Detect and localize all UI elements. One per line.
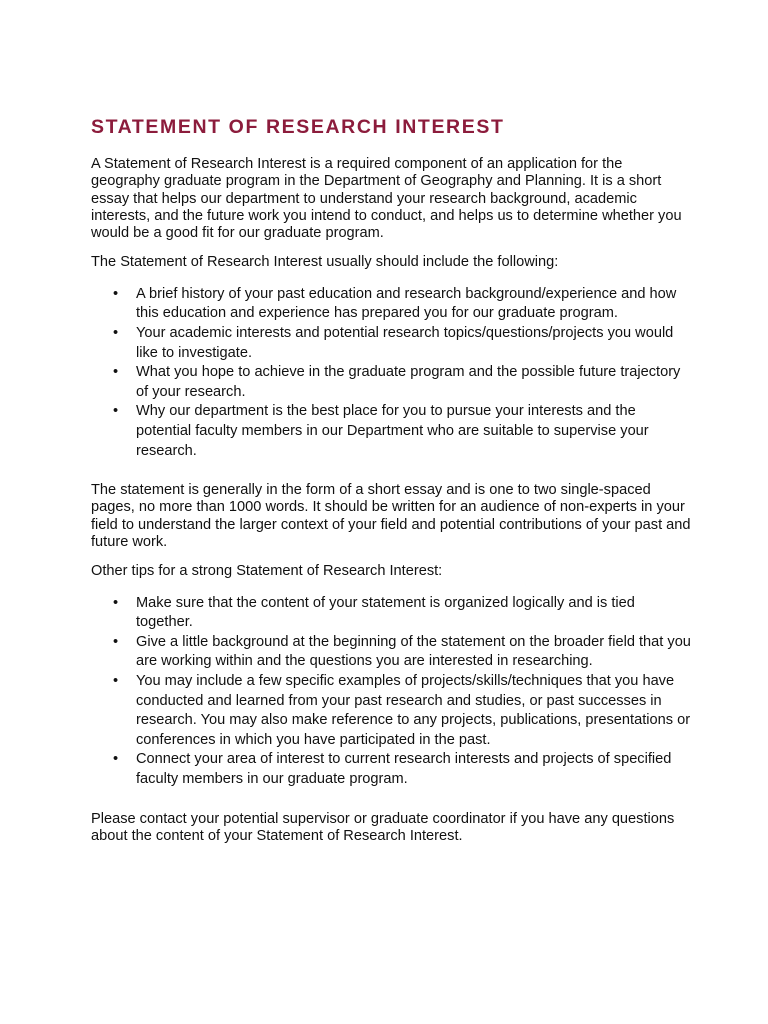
include-list [91,285,691,461]
list-item-text: Connect your area of interest to current research interests and projects of specified faculty members in our graduate program. [136,751,672,787]
bullet-icon: • [113,285,119,302]
list-item-text: You may include a few specific examples of projects/skills/techniques that you have conducted and learned from your past research and studies, or past successes in research. You may also make reference to any projects, publications, presentations or conferences in which you have participated in the past. [136,672,691,748]
document-page [91,113,691,845]
bullet-icon: • [113,751,119,768]
tips-list [91,594,691,790]
list-item-text: Your academic interests and potential research topics/questions/projects you would like to investigate. [136,324,674,361]
closing-paragraph: Please contact your potential supervisor or graduate coordinator if you have any questions about the content of your Statement of Research Interest. [91,810,675,844]
bullet-icon: • [113,633,119,650]
bullet-icon: • [113,672,119,689]
list-item-text: A brief history of your past education and research background/experience and how this education and experience has prepared you for our graduate program. [136,285,677,322]
list-item [91,750,691,789]
list-item [91,402,691,461]
list-item [91,672,691,750]
tips-lead-paragraph: Other tips for a strong Statement of Research Interest: [91,563,443,580]
list-item [91,594,691,633]
list-item [91,363,691,402]
include-lead-paragraph: The Statement of Research Interest usually should include the following: [91,254,559,271]
list-item [91,324,691,363]
bullet-icon: • [113,403,119,420]
list-item-text: Why our department is the best place for you to pursue your interests and the potential faculty members in our Department who are suitable to supervise your research. [136,403,649,459]
list-item [91,285,691,324]
bullet-icon: • [113,594,119,611]
list-item [91,633,691,672]
intro-paragraph: A Statement of Research Interest is a required component of an application for the geography graduate program in the Department of Geography and Planning. It is a short essay that helps our department to understand your research background, academic interests, and the future work you intend to conduct, and helps us to determine whether you would be a good fit for our graduate program. [91,156,682,242]
list-item-text: What you hope to achieve in the graduate program and the possible future trajectory of your research. [136,364,681,400]
bullet-icon: • [113,324,119,341]
list-item-text: Make sure that the content of your statement is organized logically and is tied together. [136,594,635,631]
bullet-icon: • [113,364,119,381]
list-item-text: Give a little background at the beginning of the statement on the broader field that you are working within and the questions you are interested in researching. [136,633,691,670]
page-title: STATEMENT OF RESEARCH INTEREST [91,116,505,138]
form-paragraph: The statement is generally in the form of a short essay and is one to two single-spaced pages, no more than 1000 words. It should be written for an audience of non-experts in your field to understand the larger context of your field and potential contributions of your past and future work. [91,482,691,551]
